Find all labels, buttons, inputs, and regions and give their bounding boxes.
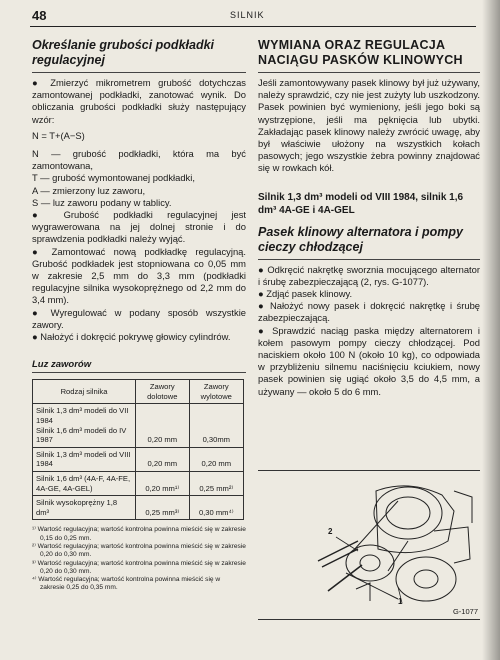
table-row <box>33 496 244 520</box>
footnote: ¹⁾ Wartość regulacyjna; wartość kontrolna powinna mieścić się w zakresie 0,15 do 0,25 mm. <box>32 526 246 542</box>
table-row <box>33 404 244 447</box>
figure-code: G-1077 <box>452 607 478 616</box>
table-cell: 0,20 mm <box>136 404 190 447</box>
paragraph: ● Zmierzyć mikrometrem grubość dotychczas zamontowanej podkładki, zanotować wynik. Do obliczania grubości podkładki służy następujący wzór: <box>32 77 246 125</box>
table-cell: Silnik 1,3 dm³ modeli od VIII 1984 <box>33 447 136 471</box>
table-cell: 0,20 mm <box>136 447 190 471</box>
callout-label: 1 <box>398 597 403 606</box>
definition: T — grubość wymontowanej podkładki, <box>32 172 195 184</box>
section-heading: WYMIANA ORAZ REGULACJA NACIĄGU PASKÓW KLINOWYCH <box>258 38 480 73</box>
definition: A — zmierzony luz zaworu, <box>32 184 146 196</box>
footnote: ³⁾ Wartość regulacyjna; wartość kontrolna powinna mieścić się w zakresie 0,20 do 0,30 mm. <box>32 559 246 575</box>
paragraph: ● Wyregulować w podany sposób wszystkie zawory. <box>32 306 246 330</box>
paragraph: ● Odkręcić nakrętkę sworznia mocującego alternator i śrubę zabezpieczającą (2, rys. G-1077). <box>258 263 480 287</box>
paragraph: ● Sprawdzić naciąg paska między alternatorem i kołem pasowym pompy cieczy chłodzącej. Pod naciskiem około 100 N (około 10 kg), co odpowiada w przybliżeniu silnemu naciśnięciu kciukiem, nowy pasek powinien się ugiąć około 3,5 do 4,5 mm, a używany — około 5 do 6 mm. <box>258 324 480 397</box>
footnotes <box>32 526 246 592</box>
paragraph: ● Zdjąć pasek klinowy. <box>258 288 353 300</box>
valve-clearance-table <box>32 379 244 520</box>
table-cell: 0,30mm <box>189 404 243 447</box>
running-title: SILNIK <box>230 10 265 20</box>
callout-label: 2 <box>328 527 333 536</box>
table-header-cell: Zawory dolotowe <box>136 380 190 404</box>
page-header <box>30 4 476 27</box>
right-column <box>258 38 480 398</box>
left-column <box>32 38 246 593</box>
footnote: ²⁾ Wartość regulacyjna; wartość kontrolna powinna mieścić się w zakresie 0,20 do 0,30 mm. <box>32 542 246 559</box>
table-cell: 0,25 mm³⁾ <box>136 496 190 520</box>
page-edge-shadow <box>482 0 500 660</box>
table-cell: 0,20 mm¹⁾ <box>136 472 190 496</box>
definition: S — luz zaworu podany w tablicy. <box>32 196 172 208</box>
table-title: Luz zaworów <box>32 359 246 373</box>
table-header-cell: Zawory wylotowe <box>189 380 243 404</box>
definition: N — grubość podkładki, która ma być zamontowana, <box>32 148 246 172</box>
table-header-cell: Rodzaj silnika <box>33 380 136 404</box>
table-row <box>33 472 244 496</box>
paragraph: ● Nałożyć i dokręcić pokrywę głowicy cylindrów. <box>32 331 231 343</box>
formula: N = T+(A−S) <box>32 129 85 141</box>
subheading: Silnik 1,3 dm³ modeli od VIII 1984, silnik 1,6 dm³ 4A-GE i 4A-GEL <box>258 191 464 216</box>
table-cell: Silnik 1,6 dm³ (4A-F, 4A-FE, 4A-GE, 4A-GEL) <box>33 472 136 496</box>
engine-belt-illustration <box>258 471 480 619</box>
table-cell: 0,20 mm <box>189 447 243 471</box>
section-heading: Określanie grubości podkładki regulacyjnej <box>32 38 246 73</box>
table-cell: 0,25 mm²⁾ <box>189 472 243 496</box>
subsection-heading: Pasek klinowy alternatora i pompy cieczy chłodzącej <box>258 225 480 260</box>
page-number: 48 <box>32 8 47 23</box>
table-cell: 0,30 mm⁴⁾ <box>189 496 243 520</box>
paragraph: Jeśli zamontowywany pasek klinowy był już używany, należy sprawdzić, czy nie jest zużyty lub uszkodzony. Pasek powinien być wymieniony, jeśli jego boki są wystrzępione, jeśli ma pęknięcia lub ubytki. Zakładając pasek klinowy należy zwrócić uwagę, aby był właściwie ułożony na wszystkich kołach pasowych; jego wszystkie żebra powinny znajdować się w rowkach kół. <box>258 77 480 174</box>
footnote: ⁴⁾ Wartość regulacyjna; wartość kontrolna powinna mieścić się w zakresie 0,25 do 0,35 mm. <box>32 576 221 592</box>
paragraph: ● Nałożyć nowy pasek i dokręcić nakrętkę i śrubę zabezpieczającą. <box>258 300 480 324</box>
paragraph: ● Zamontować nową podkładkę regulacyjną. Grubość podkładek jest stopniowana co 0,05 mm w zakresie 2,5 mm do 3,3 mm (podkładki regulacyjne silnika wysokoprężnego od 2,2 mm do 3,4 mm). <box>32 245 246 306</box>
table-cell: Silnik 1,3 dm³ modeli do VII 1984 Silnik 1,6 dm³ modeli do IV 1987 <box>33 404 136 447</box>
paragraph: ● Grubość podkładki regulacyjnej jest wygrawerowana na jej dolnej stronie i do sprawdzenia podkładki należy wyjąć. <box>32 209 246 245</box>
table-row <box>33 447 244 471</box>
table-header-row <box>33 380 244 404</box>
figure-g1077 <box>258 470 480 620</box>
table-cell: Silnik wysokoprężny 1,8 dm³ <box>33 496 136 520</box>
